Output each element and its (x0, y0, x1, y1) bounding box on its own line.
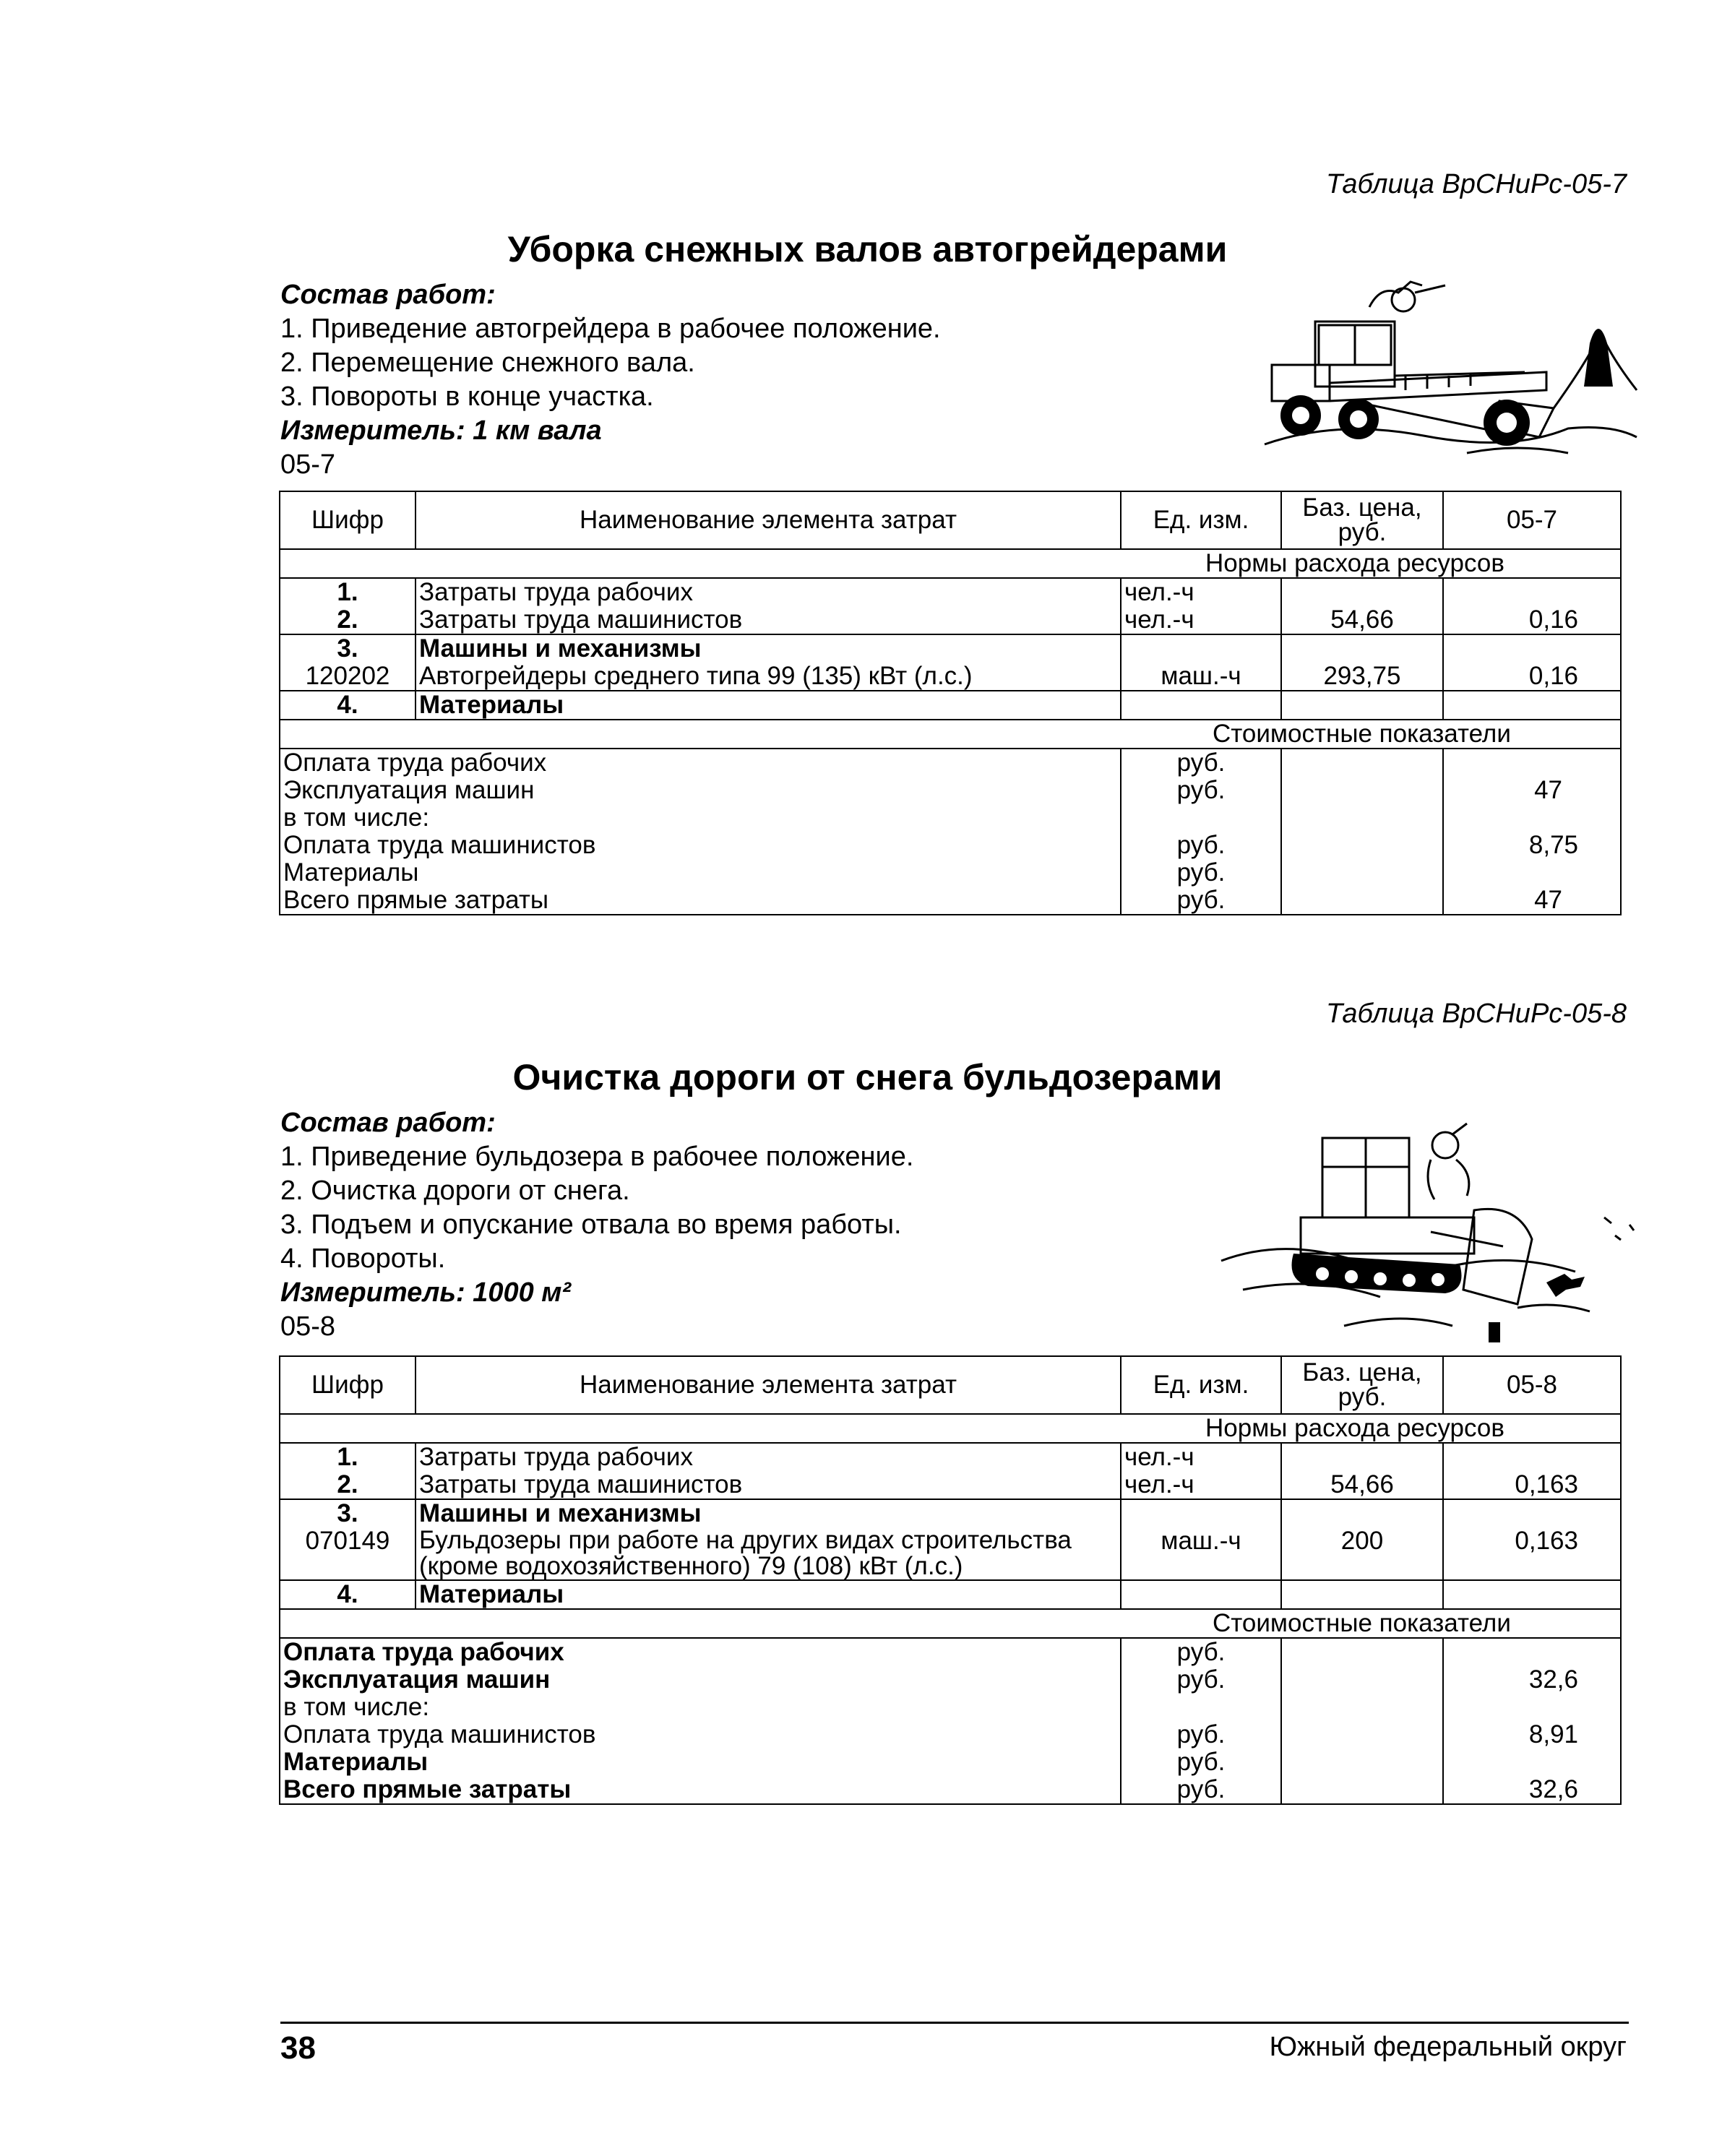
norms-heading: Нормы расхода ресурсов (280, 549, 1621, 578)
work-step: 2. Перемещение снежного вала. (280, 348, 695, 378)
table-row (280, 663, 1621, 691)
row-unit: чел.-ч (1121, 1471, 1281, 1499)
norms-heading-row (280, 549, 1621, 578)
cost-table (279, 1355, 1622, 1805)
table-row (280, 578, 1621, 606)
work-step: 2. Очистка дороги от снега. (280, 1176, 630, 1206)
cost-value: 32,6 (1443, 1776, 1621, 1804)
row-price: 54,66 (1281, 1471, 1443, 1499)
cost-unit: руб. (1121, 1638, 1281, 1666)
row-number: 3. (280, 1499, 416, 1527)
row-number: 4. (280, 691, 416, 720)
cost-value: 8,75 (1443, 832, 1621, 859)
cost-unit: руб. (1121, 887, 1281, 915)
work-step: 1. Приведение бульдозера в рабочее положение. (280, 1142, 914, 1172)
row-price: 293,75 (1281, 663, 1443, 691)
row-price (1281, 1443, 1443, 1471)
norms-heading-row (280, 1414, 1621, 1443)
cost-table (279, 491, 1622, 915)
cost-value: 47 (1443, 887, 1621, 915)
cost-label: Оплата труда машинистов (280, 832, 1121, 859)
row-price (1281, 578, 1443, 606)
table-row (280, 1499, 1621, 1527)
bulldozer-illustration (1214, 1109, 1640, 1348)
table-row (280, 1580, 1621, 1609)
cost-heading-row (280, 720, 1621, 749)
table-header-row (280, 1356, 1621, 1414)
row-value (1443, 578, 1621, 606)
cost-value (1443, 1748, 1621, 1776)
row-name: Затраты труда рабочих (416, 578, 1121, 606)
table-row (280, 1471, 1621, 1499)
work-composition (280, 278, 941, 482)
section-title: Очистка дороги от снега бульдозерами (512, 1057, 1223, 1098)
row-unit: чел.-ч (1121, 1443, 1281, 1471)
cost-heading: Стоимостные показатели (280, 720, 1621, 749)
measure-unit: Измеритель: 1000 м² (280, 1277, 572, 1308)
cost-row (280, 777, 1621, 804)
header-norm: 05-7 (1443, 491, 1621, 549)
row-number: 2. (280, 1471, 416, 1499)
row-unit: маш.-ч (1121, 663, 1281, 691)
row-name: Материалы (416, 1580, 1121, 1609)
norm-code: 05-7 (280, 449, 336, 480)
row-name: Машины и механизмы (416, 1499, 1121, 1527)
footer-region: Южный федеральный округ (1269, 2032, 1627, 2062)
table-header-row (280, 491, 1621, 549)
cost-row (280, 1776, 1621, 1804)
work-step: 3. Повороты в конце участка. (280, 381, 654, 412)
cost-row (280, 1721, 1621, 1748)
row-value: 0,16 (1443, 606, 1621, 634)
row-value: 0,16 (1443, 663, 1621, 691)
cost-unit: руб. (1121, 1666, 1281, 1694)
row-name: Автогрейдеры среднего типа 99 (135) кВт (л.с.) (416, 663, 1121, 691)
cost-unit: руб. (1121, 859, 1281, 887)
table-row (280, 1443, 1621, 1471)
row-value (1443, 1443, 1621, 1471)
cost-label: Всего прямые затраты (280, 1776, 1121, 1804)
work-step: 1. Приведение автогрейдера в рабочее положение. (280, 314, 941, 344)
header-norm: 05-8 (1443, 1356, 1621, 1414)
row-number: 1. (280, 1443, 416, 1471)
row-name: Затраты труда машинистов (416, 606, 1121, 634)
cost-value (1443, 749, 1621, 777)
header-name: Наименование элемента затрат (416, 491, 1121, 549)
cost-label: Оплата труда рабочих (280, 1638, 1121, 1666)
header-price: Баз. цена, руб. (1281, 491, 1443, 549)
cost-row (280, 832, 1621, 859)
header-cipher: Шифр (280, 1356, 416, 1414)
cost-label: Эксплуатация машин (280, 777, 1121, 804)
cost-heading-row (280, 1609, 1621, 1638)
cost-row (280, 1694, 1621, 1721)
cost-row (280, 749, 1621, 777)
header-unit: Ед. изм. (1121, 491, 1281, 549)
row-price: 200 (1281, 1527, 1443, 1580)
cost-unit: руб. (1121, 1721, 1281, 1748)
cost-value: 8,91 (1443, 1721, 1621, 1748)
cost-unit: руб. (1121, 832, 1281, 859)
cost-label: Оплата труда машинистов (280, 1721, 1121, 1748)
cost-row (280, 1638, 1621, 1666)
work-composition (280, 1106, 913, 1344)
row-unit: маш.-ч (1121, 1527, 1281, 1580)
cost-unit: руб. (1121, 1748, 1281, 1776)
norms-heading: Нормы расхода ресурсов (280, 1414, 1621, 1443)
cost-label: Оплата труда рабочих (280, 749, 1121, 777)
section-title: Уборка снежных валов автогрейдерами (507, 229, 1228, 270)
cost-value (1443, 859, 1621, 887)
motor-grader-illustration (1250, 264, 1640, 480)
cost-value (1443, 1638, 1621, 1666)
cost-unit: руб. (1121, 777, 1281, 804)
cost-row (280, 887, 1621, 915)
row-unit: чел.-ч (1121, 578, 1281, 606)
page-number: 38 (280, 2030, 316, 2066)
cost-label: Материалы (280, 859, 1121, 887)
cost-row (280, 1666, 1621, 1694)
row-name: Бульдозеры при работе на других видах строительства (кроме водохозяйственного) 79 (108) кВт (л.с.) (416, 1527, 1121, 1580)
row-number: 2. (280, 606, 416, 634)
work-step: 3. Подъем и опускание отвала во время работы. (280, 1209, 902, 1240)
header-name: Наименование элемента затрат (416, 1356, 1121, 1414)
norm-code: 05-8 (280, 1311, 336, 1342)
row-number: 4. (280, 1580, 416, 1609)
row-value: 0,163 (1443, 1471, 1621, 1499)
table-row (280, 1527, 1621, 1580)
cost-label: в том числе: (280, 1694, 1121, 1721)
cost-label: в том числе: (280, 804, 1121, 832)
table-reference: Таблица ВрСНиРс-05-8 (1325, 999, 1627, 1029)
footer-divider (280, 2022, 1629, 2024)
work-step: 4. Повороты. (280, 1243, 446, 1274)
cost-label: Всего прямые затраты (280, 887, 1121, 915)
row-number: 070149 (280, 1527, 416, 1580)
cost-value: 32,6 (1443, 1666, 1621, 1694)
row-name: Машины и механизмы (416, 634, 1121, 663)
cost-unit: руб. (1121, 749, 1281, 777)
cost-unit: руб. (1121, 1776, 1281, 1804)
cost-row (280, 859, 1621, 887)
header-unit: Ед. изм. (1121, 1356, 1281, 1414)
table-row (280, 634, 1621, 663)
cost-value: 47 (1443, 777, 1621, 804)
row-value: 0,163 (1443, 1527, 1621, 1580)
row-name: Затраты труда рабочих (416, 1443, 1121, 1471)
measure-unit: Измеритель: 1 км вала (280, 415, 602, 446)
cost-heading: Стоимостные показатели (280, 1609, 1621, 1638)
composition-heading: Состав работ: (280, 1108, 496, 1138)
cost-label: Материалы (280, 1748, 1121, 1776)
row-name: Затраты труда машинистов (416, 1471, 1121, 1499)
header-cipher: Шифр (280, 491, 416, 549)
row-number: 1. (280, 578, 416, 606)
table-row (280, 691, 1621, 720)
header-price: Баз. цена, руб. (1281, 1356, 1443, 1414)
row-number: 3. (280, 634, 416, 663)
row-price: 54,66 (1281, 606, 1443, 634)
row-name: Материалы (416, 691, 1121, 720)
cost-row (280, 1748, 1621, 1776)
cost-row (280, 804, 1621, 832)
table-reference: Таблица ВрСНиРс-05-7 (1325, 169, 1627, 199)
row-unit: чел.-ч (1121, 606, 1281, 634)
row-number: 120202 (280, 663, 416, 691)
table-row (280, 606, 1621, 634)
cost-label: Эксплуатация машин (280, 1666, 1121, 1694)
composition-heading: Состав работ: (280, 280, 496, 310)
